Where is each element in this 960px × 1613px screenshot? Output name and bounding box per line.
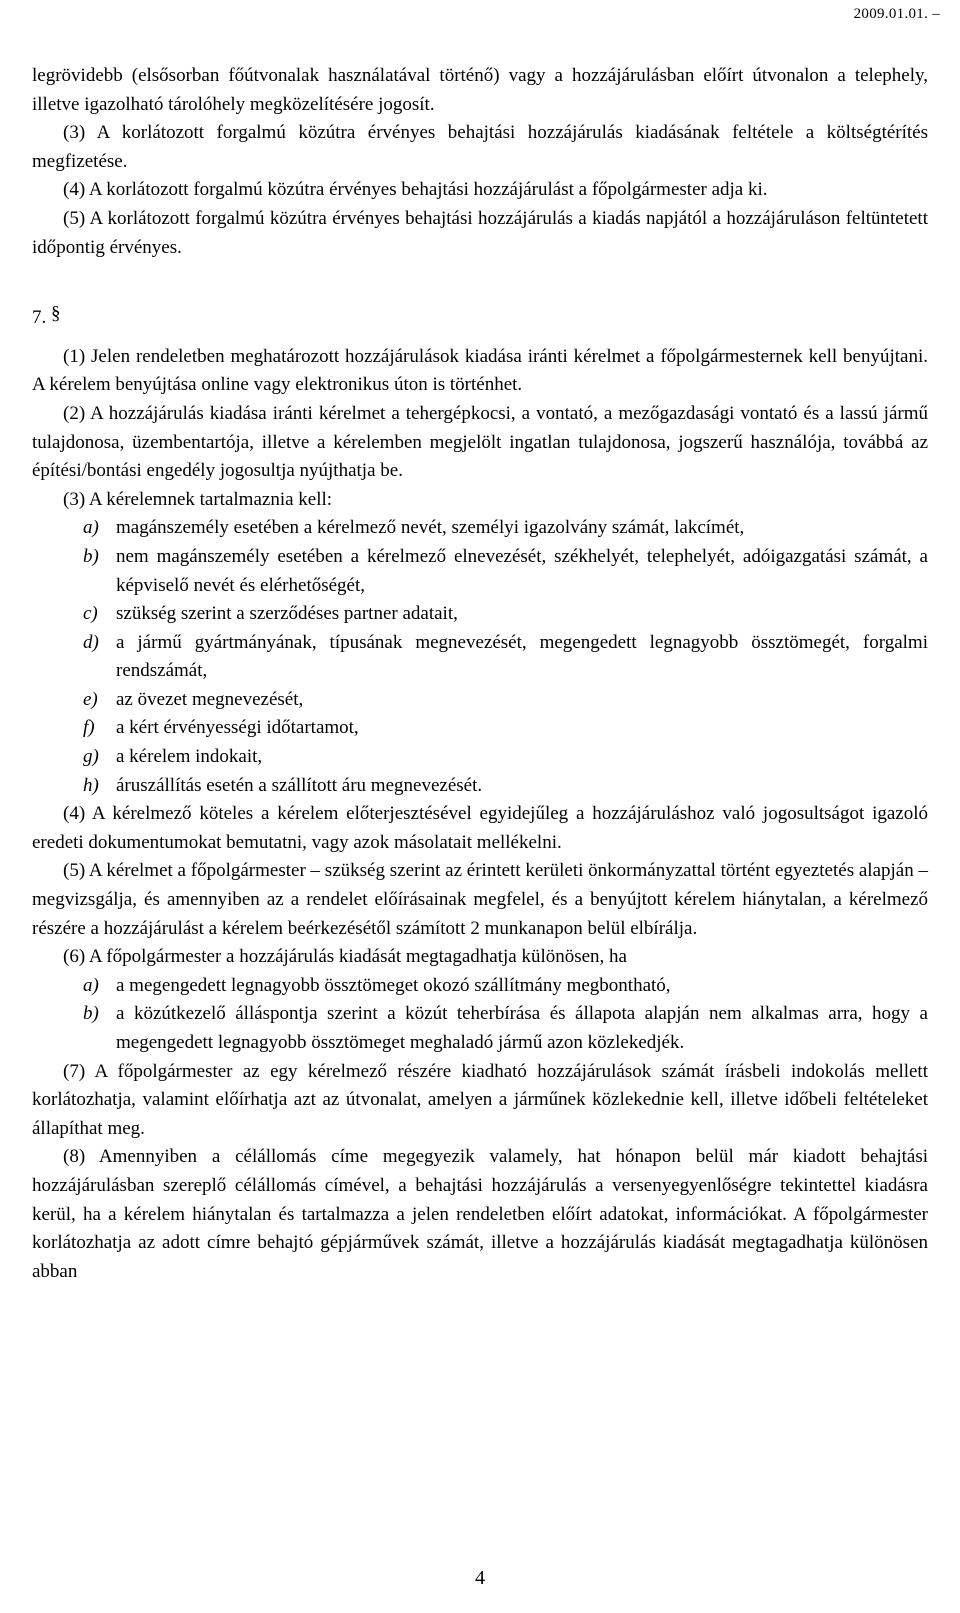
header-date: 2009.01.01. – xyxy=(853,6,940,22)
section-7-heading xyxy=(32,304,928,333)
paragraph-7-7: (7) A főpolgármester az egy kérelmező részére kiadható hozzájárulások számát írásbeli indokolás mellett korlátozhatja, valamint előírhatja azt az útvonalat, amelyen a járműnek közlekednie kell, illetve időbeli feltételeket állapíthat meg. xyxy=(32,1060,928,1139)
list-text: nem magánszemély esetében a kérelmező elnevezését, székhelyét, telephelyét, adóigazgatási számát, a képviselő nevét és elérhetőségét, xyxy=(116,545,928,596)
list-text: szükség szerint a szerződéses partner adatait, xyxy=(116,603,458,625)
paragraph-6-4: (4) A korlátozott forgalmú közútra érvényes behajtási hozzájárulást a főpolgármester adja ki. xyxy=(63,179,768,201)
paragraph-6-2-continued: legrövidebb (elsősorban főútvonalak használatával történő) vagy a hozzájárulásban előírt útvonalon a telephely, illetve igazolható tárolóhely megközelítésére jogosít. xyxy=(32,65,928,115)
list-item xyxy=(32,543,928,600)
list-text: áruszállítás esetén a szállított áru megnevezését. xyxy=(116,774,483,796)
list-label: e) xyxy=(83,688,98,710)
paragraph-7-1: (1) Jelen rendeletben meghatározott hozzájárulások kiadása iránti kérelmet a főpolgármesternek kell benyújtani. A kérelem benyújtása online vagy elektronikus úton is történhet. xyxy=(32,345,928,396)
list-text: magánszemély esetében a kérelmező nevét, személyi igazolvány számát, lakcímét, xyxy=(116,517,745,539)
list-text: az övezet megnevezését, xyxy=(116,688,304,710)
section-number: 7. xyxy=(32,307,47,329)
section-symbol: § xyxy=(51,303,61,325)
list-item xyxy=(32,714,928,743)
list-item xyxy=(32,629,928,686)
list-item xyxy=(32,743,928,772)
list-item xyxy=(32,1000,928,1057)
list-item xyxy=(32,686,928,715)
list-item xyxy=(32,514,928,543)
list-label: b) xyxy=(83,545,99,567)
list-text: a jármű gyártmányának, típusának megnevezését, megengedett legnagyobb össztömegét, forgalmi rendszámát, xyxy=(116,631,928,682)
list-label: b) xyxy=(83,1003,99,1025)
list-label: a) xyxy=(83,517,99,539)
paragraph-7-6: (6) A főpolgármester a hozzájárulás kiadását megtagadhatja különösen, ha xyxy=(63,946,627,968)
list-text: a kért érvényességi időtartamot, xyxy=(116,717,359,739)
list-item xyxy=(32,972,928,1001)
list-label: h) xyxy=(83,774,99,796)
page-number: 4 xyxy=(475,1567,485,1589)
paragraph-7-8: (8) Amennyiben a célállomás címe megegyezik valamely, hat hónapon belül már kiadott behajtási hozzájárulásban szereplő célállomás címével, a behajtási hozzájárulás a versenyegyenlőségre tekintettel kiadásra kerül, ha a kérelem hiánytalan és tartalmazza a jelen rendeletben előírt adatokat, információkat. A főpolgármester korlátozhatja az adott címre behajtó gépjárművek számát, illetve a hozzájárulás kiadását megtagadhatja különösen abban xyxy=(32,1146,928,1282)
paragraph-7-4: (4) A kérelmező köteles a kérelem előterjesztésével egyidejűleg a hozzájáruláshoz való jogosultságot igazoló eredeti dokumentumokat bemutatni, vagy azok másolatait mellékelni. xyxy=(32,803,928,853)
list-item xyxy=(32,772,928,801)
list-text: a kérelem indokait, xyxy=(116,746,263,768)
paragraph-7-2: (2) A hozzájárulás kiadása iránti kérelmet a tehergépkocsi, a vontató, a mezőgazdasági vontató és a lassú jármű tulajdonosa, üzembentartója, illetve a kérelemben megjelölt ingatlan tulajdonosa, jogszerű használója, továbbá az építési/bontási engedély jogosultja nyújthatja be. xyxy=(32,402,928,482)
list-text: a közútkezelő álláspontja szerint a közút teherbírása és állapota alapján nem alkalmas arra, hogy a megengedett legnagyobb össztömeget meghaladó jármű azon közlekedjék. xyxy=(116,1003,928,1053)
list-item xyxy=(32,600,928,629)
paragraph-6-3: (3) A korlátozott forgalmú közútra érvényes behajtási hozzájárulás kiadásának feltétele a költségtérítés megfizetése. xyxy=(32,122,928,172)
list-label: a) xyxy=(83,974,99,996)
list-label: g) xyxy=(83,746,99,768)
list-text: a megengedett legnagyobb össztömeget okozó szállítmány megbontható, xyxy=(116,974,671,996)
paragraph-7-3: (3) A kérelemnek tartalmaznia kell: xyxy=(63,488,333,510)
list-label: d) xyxy=(83,631,99,653)
paragraph-7-5: (5) A kérelmet a főpolgármester – szükség szerint az érintett kerületi önkormányzattal történt egyeztetés alapján – megvizsgálja, és amennyiben az a rendelet előírásainak megfelel, és a benyújtott kérelem hiánytalan, a kérelmező részére a hozzájárulást a kérelem beérkezésétől számított 2 munkanapon belül elbírálja. xyxy=(32,860,928,939)
paragraph-6-5: (5) A korlátozott forgalmú közútra érvényes behajtási hozzájárulás a kiadás napjától a hozzájáruláson feltüntetett időpontig érvényes. xyxy=(32,207,928,258)
document-body xyxy=(32,62,928,1286)
list-label: f) xyxy=(83,717,95,739)
list-label: c) xyxy=(83,603,98,625)
